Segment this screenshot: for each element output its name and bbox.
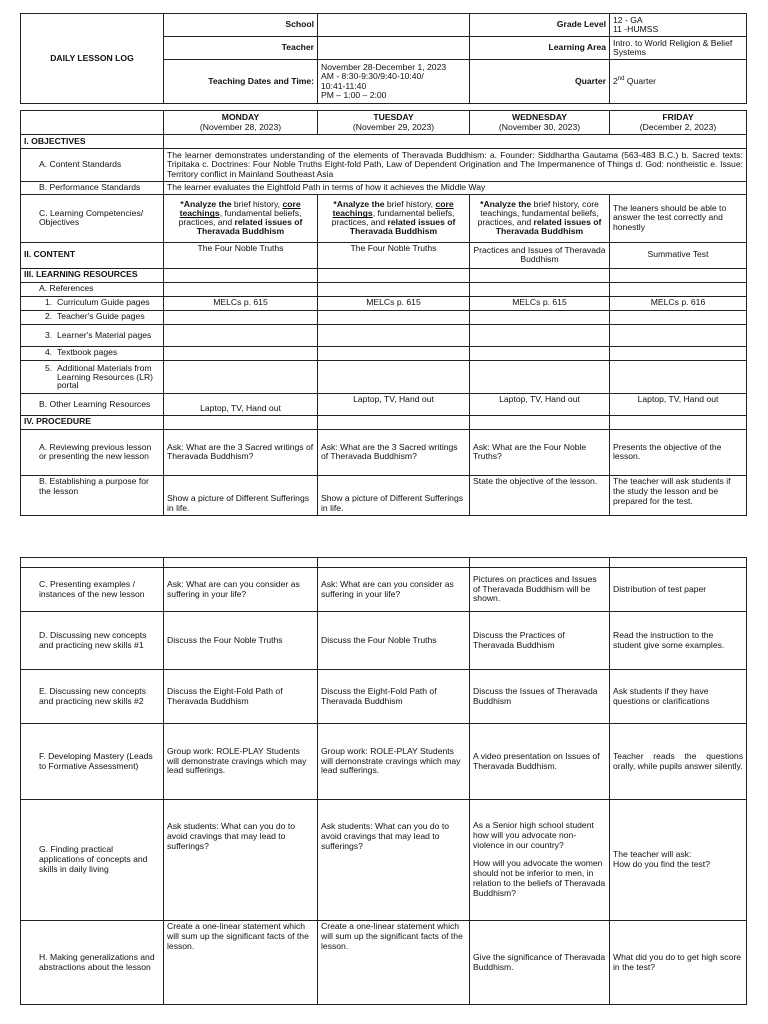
comp-bold: *Analyze the — [333, 199, 385, 210]
empty-cell — [318, 268, 470, 282]
day-header — [610, 111, 747, 135]
resource-value — [610, 324, 747, 346]
resource-item-label — [21, 324, 164, 346]
resource-value — [610, 346, 747, 360]
references-label: A. References — [21, 282, 164, 296]
quarter-num: 2 — [613, 75, 618, 86]
resource-value — [318, 346, 470, 360]
procedure-d-wednesday: Discuss the Practices of Theravada Buddhism — [470, 612, 610, 670]
day-header — [470, 111, 610, 135]
procedure-f-wednesday: A video presentation on Issues of Theravada Buddhism. — [470, 724, 610, 800]
comp-underline: core teachings — [179, 199, 301, 219]
resources-heading: III. LEARNING RESOURCES — [21, 268, 164, 282]
lesson-table-part1 — [20, 110, 747, 516]
grade-value — [610, 14, 747, 37]
empty-cell — [470, 415, 610, 429]
content-monday: The Four Noble Truths — [164, 242, 318, 268]
resource-value — [164, 360, 318, 393]
resource-text: Additional Materials from Learning Resources (LR) portal — [57, 362, 154, 391]
other-resources-value: Laptop, TV, Hand out — [470, 393, 610, 415]
resource-value — [164, 310, 318, 324]
school-label: School — [164, 14, 318, 37]
procedure-d-tuesday: Discuss the Four Noble Truths — [318, 612, 470, 670]
comp-bold: related issues of Theravada Buddhism — [196, 217, 303, 237]
content-standards-label: A. Content Standards — [21, 149, 164, 182]
competency-monday — [164, 194, 318, 242]
quarter-value — [610, 60, 747, 104]
procedure-c-friday: Distribution of test paper — [610, 568, 747, 612]
procedure-e-wednesday: Discuss the Issues of Theravada Buddhism — [470, 670, 610, 724]
procedure-a-wednesday: Ask: What are the Four Noble Truths? — [470, 429, 610, 475]
procedure-g-tuesday: Ask students: What can you do to avoid cravings that may lead to sufferings? — [318, 800, 470, 921]
procedure-h-monday: Create a one-linear statement which will sum up the significant facts of the lesson. — [164, 921, 318, 1005]
procedure-f-tuesday: Group work: ROLE-PLAY Students will demonstrate cravings which may lead sufferings. — [318, 724, 470, 800]
resource-text: Learner's Material pages — [57, 330, 152, 341]
procedure-e-tuesday: Discuss the Eight-Fold Path of Theravada Buddhism — [318, 670, 470, 724]
resource-num: 1. — [45, 297, 53, 308]
dates-value — [318, 60, 470, 104]
procedure-c-monday: Ask: What are can you consider as suffering in your life? — [164, 568, 318, 612]
other-resources-value: Laptop, TV, Hand out — [164, 393, 318, 415]
competencies-label: C. Learning Competencies/ Objectives — [21, 194, 164, 242]
other-resources-label: B. Other Learning Resources — [21, 393, 164, 415]
lesson-table-part2 — [20, 557, 747, 1005]
resource-value: MELCs p. 615 — [470, 296, 610, 310]
other-resources-value: Laptop, TV, Hand out — [318, 393, 470, 415]
comp-text: brief history, — [531, 199, 583, 210]
comp-text: , fundamental beliefs, practices, and — [178, 208, 302, 228]
day-header — [318, 111, 470, 135]
procedure-b-label: B. Establishing a purpose for the lesson — [21, 475, 164, 515]
content-standards-value: The learner demonstrates understanding of the elements of Theravada Buddhism: a. Founder: Siddhartha Gautama (563-483 B.C.) b. Sacred texts: Tripitaka c. Doctrines: Four Noble Truths Eight-fold Path, Law of Dependent Origination and The Impermanence of Things d. God: nontheistic e. Issue: Territory conflict in Mainland Southeast Asia — [164, 149, 747, 182]
procedure-h-wednesday: Give the significance of Theravada Buddhism. — [470, 921, 610, 1005]
procedure-a-monday: Ask: What are the 3 Sacred writings of Theravada Buddhism? — [164, 429, 318, 475]
procedure-e-monday: Discuss the Eight-Fold Path of Theravada Buddhism — [164, 670, 318, 724]
resource-item-label — [21, 296, 164, 310]
performance-standards-label: B. Performance Standards — [21, 182, 164, 195]
empty-cell — [610, 558, 747, 568]
empty-cell — [164, 415, 318, 429]
procedure-f-label: F. Developing Mastery (Leads to Formative Assessment) — [21, 724, 164, 800]
empty-cell — [318, 415, 470, 429]
procedure-h-tuesday: Create a one-linear statement which will sum up the significant facts of the lesson. — [318, 921, 470, 1005]
empty-cell — [164, 135, 747, 149]
procedure-d-friday: Read the instruction to the student give some examples. — [610, 612, 747, 670]
procedure-g-friday — [610, 800, 747, 921]
comp-bold: *Analyze the — [480, 199, 532, 210]
resource-num: 4. — [45, 347, 53, 358]
day-date: (November 30, 2023) — [498, 121, 581, 132]
resource-num: 5. — [45, 362, 53, 373]
g-wed-question-2: How will you advocate the women should not be inferior to men, in relation to the beliefs of Theravada Buddhism? — [473, 858, 606, 898]
school-value — [318, 14, 470, 37]
procedure-a-tuesday: Ask: What are the 3 Sacred writings of Theravada Buddhism? — [318, 429, 470, 475]
resource-value — [470, 324, 610, 346]
content-tuesday: The Four Noble Truths — [318, 242, 470, 268]
g-fri-line-1: The teacher will ask: — [613, 849, 692, 860]
empty-cell — [610, 415, 747, 429]
comp-bold: related issues of Theravada Buddhism — [349, 217, 456, 237]
dates-line: AM - 8:30-9:30/9:40-10:40/ — [321, 71, 424, 82]
day-name: MONDAY — [221, 111, 260, 122]
other-resources-value: Laptop, TV, Hand out — [610, 393, 747, 415]
quarter-sup: nd — [617, 76, 625, 83]
resource-value: MELCs p. 615 — [318, 296, 470, 310]
procedure-d-label: D. Discussing new concepts and practicing new skills #1 — [21, 612, 164, 670]
empty-cell — [610, 282, 747, 296]
day-name: TUESDAY — [373, 111, 414, 122]
comp-text: brief history, — [384, 199, 436, 210]
resource-value — [470, 346, 610, 360]
dates-line: November 28-December 1, 2023 — [321, 62, 447, 73]
empty-cell — [164, 268, 318, 282]
day-date: (December 2, 2023) — [639, 121, 717, 132]
empty-cell — [318, 282, 470, 296]
empty-cell — [470, 268, 610, 282]
procedure-f-monday: Group work: ROLE-PLAY Students will demonstrate cravings which may lead sufferings. — [164, 724, 318, 800]
dates-label: Teaching Dates and Time: — [164, 60, 318, 104]
empty-cell — [164, 282, 318, 296]
competency-tuesday — [318, 194, 470, 242]
resource-value — [164, 324, 318, 346]
day-name: WEDNESDAY — [511, 111, 568, 122]
performance-standards-value: The learner evaluates the Eightfold Path in terms of how it achieves the Middle Way — [164, 182, 747, 195]
header-table — [20, 13, 747, 104]
resource-text: Curriculum Guide pages — [57, 297, 150, 308]
learning-area-value: Intro. to World Religion & Belief Systems — [610, 37, 747, 60]
empty-cell — [318, 558, 470, 568]
resource-num: 3. — [45, 330, 53, 341]
comp-text: brief history, — [231, 199, 283, 210]
procedure-a-label: A. Reviewing previous lesson or presenting the new lesson — [21, 429, 164, 475]
teacher-value — [318, 37, 470, 60]
dates-line: PM – 1:00 – 2:00 — [321, 89, 387, 100]
resource-value — [470, 310, 610, 324]
resource-value: MELCs p. 616 — [610, 296, 747, 310]
procedure-f-friday: Teacher reads the questions orally, while pupils answer silently. — [610, 724, 747, 800]
grade-line: 12 - GA — [613, 15, 643, 26]
comp-text: , fundamental beliefs, practices, and — [477, 208, 599, 228]
procedure-e-label: E. Discussing new concepts and practicing new skills #2 — [21, 670, 164, 724]
empty-cell — [470, 558, 610, 568]
resource-value — [318, 324, 470, 346]
procedure-a-friday: Presents the objective of the lesson. — [610, 429, 747, 475]
procedure-g-monday: Ask students: What can you do to avoid cravings that may lead to sufferings? — [164, 800, 318, 921]
teacher-label: Teacher — [164, 37, 318, 60]
quarter-rest: Quarter — [624, 75, 656, 86]
procedure-e-friday: Ask students if they have questions or clarifications — [610, 670, 747, 724]
resource-item-label — [21, 360, 164, 393]
procedure-h-friday: What did you do to get high score in the test? — [610, 921, 747, 1005]
resource-num: 2. — [45, 311, 53, 322]
procedure-b-wednesday: State the objective of the lesson. — [470, 475, 610, 515]
empty-cell — [21, 558, 164, 568]
log-title: DAILY LESSON LOG — [21, 14, 164, 104]
procedure-heading: IV. PROCEDURE — [21, 415, 164, 429]
resource-value — [318, 360, 470, 393]
procedure-c-wednesday: Pictures on practices and Issues of Theravada Buddhism will be shown. — [470, 568, 610, 612]
comp-bold: *Analyze the — [180, 199, 232, 210]
comp-underline: core teachings — [332, 199, 454, 219]
day-header — [164, 111, 318, 135]
learning-area-label: Learning Area — [470, 37, 610, 60]
day-date: (November 28, 2023) — [199, 121, 282, 132]
procedure-g-wednesday — [470, 800, 610, 921]
resource-text: Textbook pages — [57, 347, 118, 358]
day-name: FRIDAY — [662, 111, 694, 122]
procedure-d-monday: Discuss the Four Noble Truths — [164, 612, 318, 670]
grade-label: Grade Level — [470, 14, 610, 37]
procedure-g-label: G. Finding practical applications of concepts and skills in daily living — [21, 800, 164, 921]
procedure-c-label: C. Presenting examples / instances of the new lesson — [21, 568, 164, 612]
resource-item-label — [21, 310, 164, 324]
empty-cell — [164, 558, 318, 568]
resource-value — [610, 360, 747, 393]
content-heading: II. CONTENT — [21, 242, 164, 268]
resource-value — [470, 360, 610, 393]
grade-line: 11 -HUMSS — [613, 24, 659, 34]
content-wednesday: Practices and Issues of Theravada Buddhism — [470, 242, 610, 268]
corner-cell — [21, 111, 164, 135]
empty-cell — [610, 268, 747, 282]
content-friday: Summative Test — [610, 242, 747, 268]
procedure-h-label: H. Making generalizations and abstractions about the lesson — [21, 921, 164, 1005]
resource-value — [164, 346, 318, 360]
day-date: (November 29, 2023) — [352, 121, 435, 132]
g-wed-question-1: As a Senior high school student how will you advocate non-violence in our country? — [473, 820, 594, 851]
comp-text: , fundamental beliefs, practices, and — [331, 208, 455, 228]
resource-value — [610, 310, 747, 324]
competency-wednesday — [470, 194, 610, 242]
resource-item-label — [21, 346, 164, 360]
g-fri-line-2: How do you find the test? — [613, 859, 710, 869]
procedure-c-tuesday: Ask: What are can you consider as suffering in your life? — [318, 568, 470, 612]
resource-value: MELCs p. 615 — [164, 296, 318, 310]
comp-text: core teachings — [480, 199, 599, 219]
dates-line: 10:41-11:40 — [321, 80, 367, 91]
competency-friday: The leaners should be able to answer the test correctly and honestly — [610, 194, 747, 242]
procedure-b-friday: The teacher will ask students if the study the lesson and be prepared for the test. — [610, 475, 747, 515]
resource-text: Teacher's Guide pages — [57, 311, 145, 322]
comp-bold: related issues of Theravada Buddhism — [495, 217, 602, 237]
quarter-label: Quarter — [470, 60, 610, 104]
objectives-heading: I. OBJECTIVES — [21, 135, 164, 149]
resource-value — [318, 310, 470, 324]
procedure-b-monday: Show a picture of Different Sufferings in life. — [164, 475, 318, 515]
empty-cell — [470, 282, 610, 296]
procedure-b-tuesday: Show a picture of Different Sufferings in life. — [318, 475, 470, 515]
